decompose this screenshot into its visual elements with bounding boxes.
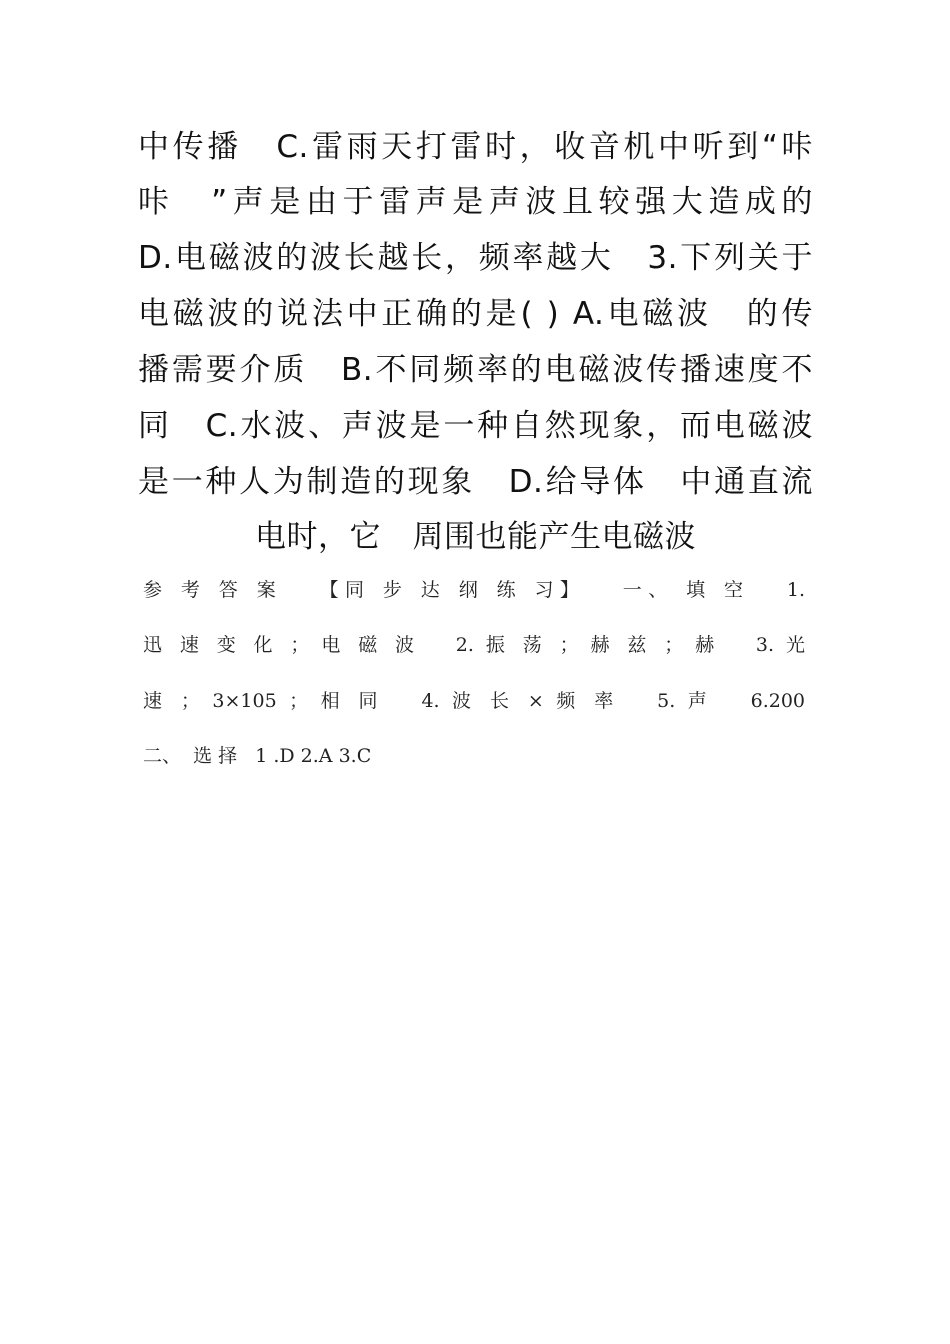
question-line: 咔 ”声是由于雷声是声波且较强大造成的	[138, 184, 813, 220]
question-line-last: 电时，它 周围也能产生电磁波	[255, 519, 696, 555]
question-line: 播需要介质 B.不同频率的电磁波传播速度不	[138, 352, 813, 388]
question-line: 中传播 C.雷雨天打雷时，收音机中听到“咔	[138, 129, 813, 165]
question-line: 是一种人为制造的现象 D.给导体 中通直流	[138, 464, 813, 500]
answer-line: 迅 速 变 化 ； 电 磁 波 2. 振 荡 ； 赫 兹 ； 赫 3. 光	[143, 634, 805, 656]
answer-line: 速 ； 3×105 ； 相 同 4. 波 长 × 频 率 5. 声 6.200	[143, 690, 805, 712]
question-line: 电磁波的说法中正确的是( ) A.电磁波 的传	[138, 296, 813, 332]
answer-line-last: 二、 选 择 1 .D 2.A 3.C	[143, 745, 372, 767]
question-line: D.电磁波的波长越长，频率越大 3.下列关于	[138, 240, 813, 276]
answer-line: 参 考 答 案 【同 步 达 纲 练 习】 一、 填 空 1.	[143, 579, 805, 601]
question-line: 同 C.水波、声波是一种自然现象，而电磁波	[138, 408, 813, 444]
